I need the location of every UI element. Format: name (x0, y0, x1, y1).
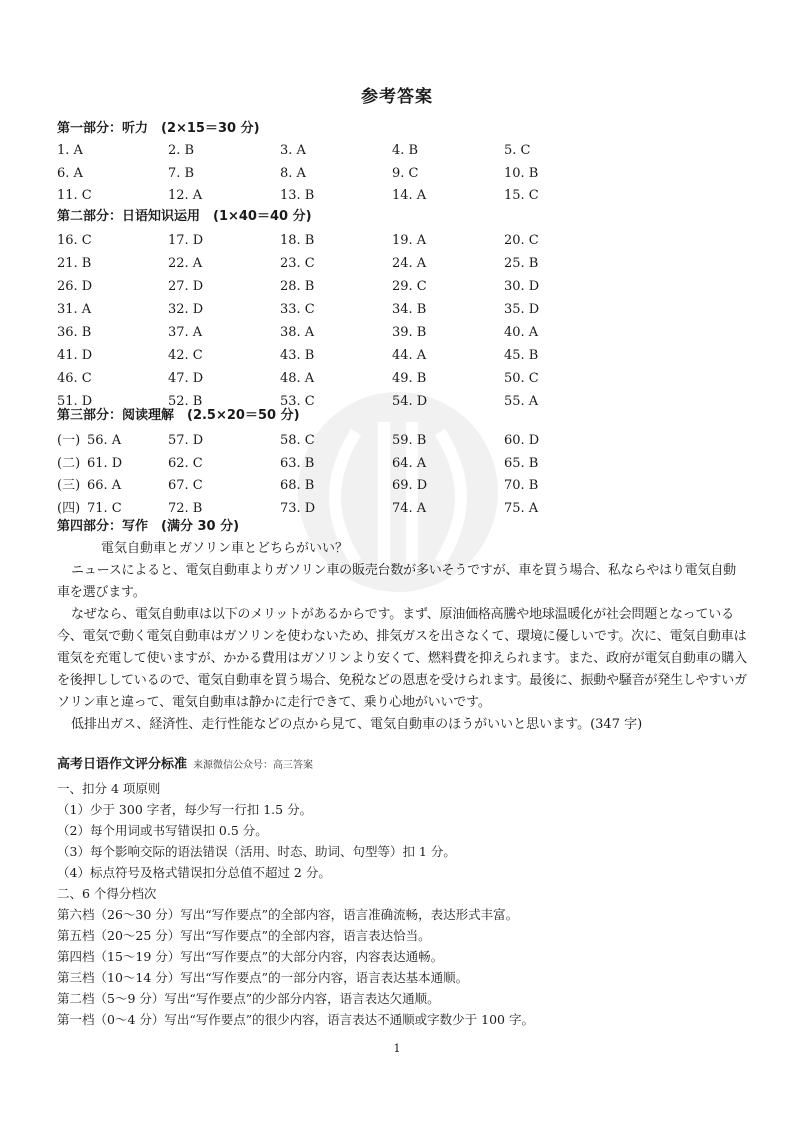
answer-item: 68. B (280, 478, 315, 493)
answer-item: 37. A (168, 325, 203, 340)
passage-label: (三) (57, 478, 81, 493)
answer-item: 29. C (392, 279, 427, 294)
answer-item: 62. C (168, 455, 203, 471)
answer-item: 58. C (280, 433, 315, 448)
answer-row (0, 140, 794, 162)
scoring-standard-header (57, 753, 313, 772)
answer-row (0, 322, 794, 344)
sample-essay (57, 538, 747, 736)
answer-item: 21. B (57, 256, 92, 271)
answer-item: 4. B (392, 143, 419, 158)
answer-item: 11. C (57, 188, 92, 203)
answer-item: 32. D (168, 302, 204, 317)
answer-item: 1. A (57, 143, 83, 158)
answer-item: 43. B (280, 348, 315, 363)
essay-paragraph: ニュースによると、電気自動車よりガソリン車の販売台数が多いそうですが、車を買う場合、私ならやはり電気自動車を選びます。 (57, 563, 736, 600)
answer-item: 74. A (392, 500, 427, 516)
answer-item: 56. A (87, 433, 122, 448)
answer-item: 48. A (280, 371, 315, 386)
answer-item: 42. C (168, 348, 203, 363)
answer-item: 31. A (57, 302, 92, 317)
answer-item: 20. C (504, 233, 539, 248)
answer-item: 8. A (280, 165, 306, 181)
section-heading-writing: 第四部分：写作 (满分 30 分) (57, 519, 240, 534)
standard-line: 第六档（26～30 分）写出“写作要点”的全部内容，语言准确流畅，表达形式丰富。 (57, 907, 519, 922)
answer-item: 35. D (504, 302, 540, 317)
standard-line: 二、6 个得分档次 (57, 886, 157, 901)
answer-item: 33. C (280, 302, 315, 317)
standard-line: （2）每个用词或书写错误扣 0.5 分。 (57, 823, 268, 838)
answer-item: 28. B (280, 279, 315, 294)
answer-item: 47. D (168, 371, 204, 386)
standard-line: （1）少于 300 字者，每少写一行扣 1.5 分。 (57, 802, 313, 817)
essay-paragraph: なぜなら、電気自動車は以下のメリットがあるからです。まず、原油価格高騰や地球温暖化が社会問題となっている今、電気で動く電気自動車はガソリンを使わないため、排気ガスを出さなくて、環境に優しいです。次に、電気自動車は電気を充電して使いますが、かかる費用はガソリンより安くて、燃料費を抑えられます。また、政府が電気自動車の購入を後押ししているので、電気自動車を買う場合、免税などの恩恵を受けられます。最後に、振動や騒音が発生しやすいガソリン車と違って、電気自動車は静かに走行できて、乗り心地がいいです。 (57, 607, 747, 710)
answer-row (0, 498, 794, 520)
standard-line: 第二档（5～9 分）写出“写作要点”的少部分内容，语言表达欠通顺。 (57, 991, 440, 1006)
section-heading-knowledge: 第二部分：日语知识运用 (1×40＝40 分) (57, 209, 312, 224)
passage-label: (二) (57, 455, 81, 471)
standard-line: 第五档（20～25 分）写出“写作要点”的全部内容，语言表达恰当。 (57, 928, 431, 943)
standard-line: 一、扣分 4 项原则 (57, 781, 161, 796)
answer-item: 3. A (280, 143, 306, 158)
answer-row (0, 253, 794, 275)
answer-item: 75. A (504, 500, 539, 516)
answer-row (0, 475, 794, 497)
page-number: 1 (393, 1042, 401, 1055)
answer-row (0, 185, 794, 207)
answer-item: 25. B (504, 256, 539, 271)
answer-item: 15. C (504, 188, 539, 203)
answer-item: 52. B (168, 394, 203, 409)
essay-paragraph: 低排出ガス、経済性、走行性能などの点から見て、電気自動車のほうがいいと思います。(347 字) (71, 717, 643, 732)
answer-item: 17. D (168, 233, 204, 248)
section-heading-reading: 第三部分：阅读理解 (2.5×20＝50 分) (57, 408, 300, 423)
answer-item: 34. B (392, 302, 427, 317)
answer-item: 22. A (168, 256, 203, 271)
answer-item: 59. B (392, 433, 427, 448)
answer-item: 7. B (168, 165, 195, 181)
answer-item: 44. A (392, 348, 427, 363)
answer-row (0, 453, 794, 475)
answer-row (0, 430, 794, 452)
essay-title: 電気自動車とガソリン車とどちらがいい？ (101, 541, 349, 556)
passage-label: (一) (57, 433, 81, 448)
section-heading-listening: 第一部分：听力 (2×15＝30 分) (57, 121, 260, 136)
answer-item: 64. A (392, 455, 427, 471)
answer-item: 49. B (392, 371, 427, 386)
answer-item: 23. C (280, 256, 315, 271)
answer-item: 26. D (57, 279, 93, 294)
answer-item: 63. B (280, 455, 315, 471)
answer-item: 61. D (87, 455, 123, 471)
answer-item: 18. B (280, 233, 315, 248)
passage-label: (四) (57, 500, 81, 516)
source-note: 来源微信公众号：高三答案 (193, 760, 314, 771)
answer-row (0, 230, 794, 252)
answer-item: 65. B (504, 455, 539, 471)
answer-item: 12. A (168, 188, 203, 203)
answer-item: 57. D (168, 433, 204, 448)
answer-item: 38. A (280, 325, 315, 340)
answer-item: 39. B (392, 325, 427, 340)
answer-item: 13. B (280, 188, 315, 203)
answer-item: 51. D (57, 394, 93, 409)
standard-line: 第一档（0～4 分）写出“写作要点”的很少内容，语言表达不通顺或字数少于 100 字。 (57, 1012, 534, 1027)
answer-item: 16. C (57, 233, 92, 248)
answer-item: 71. C (87, 500, 122, 516)
answer-item: 30. D (504, 279, 540, 294)
answer-item: 41. D (57, 348, 93, 363)
answer-item: 24. A (392, 256, 427, 271)
answer-item: 10. B (504, 165, 539, 181)
answer-item: 53. C (280, 394, 315, 409)
answer-row (0, 368, 794, 390)
answer-item: 69. D (392, 478, 428, 493)
answer-item: 70. B (504, 478, 539, 493)
answer-item: 55. A (504, 394, 539, 409)
answer-item: 27. D (168, 279, 204, 294)
standard-line: 第三档（10～14 分）写出“写作要点”的一部分内容，语言表达基本通顺。 (57, 970, 469, 985)
standard-line: （3）每个影响交际的语法错误（活用、时态、助词、句型等）扣 1 分。 (57, 844, 456, 859)
scoring-standard-list (57, 778, 757, 1030)
scoring-standard-title: 高考日语作文评分标准 (57, 757, 188, 772)
answer-item: 6. A (57, 165, 83, 181)
answer-item: 66. A (87, 478, 122, 493)
answer-item: 67. C (168, 478, 203, 493)
standard-line: 第四档（15～19 分）写出“写作要点”的大部分内容，内容表达通畅。 (57, 949, 444, 964)
answer-item: 46. C (57, 371, 92, 386)
answer-item: 72. B (168, 500, 203, 516)
answer-item: 14. A (392, 188, 427, 203)
answer-item: 54. D (392, 394, 428, 409)
answer-item: 2. B (168, 143, 195, 158)
answer-item: 19. A (392, 233, 427, 248)
answer-row (0, 299, 794, 321)
answer-item: 40. A (504, 325, 539, 340)
answer-item: 5. C (504, 143, 531, 158)
page-title: 参考答案 (361, 87, 433, 107)
answer-row (0, 276, 794, 298)
answer-item: 73. D (280, 500, 316, 516)
answer-item: 45. B (504, 348, 539, 363)
answer-item: 9. C (392, 165, 419, 181)
answer-item: 36. B (57, 325, 92, 340)
answer-item: 60. D (504, 433, 540, 448)
answer-item: 50. C (504, 371, 539, 386)
standard-line: （4）标点符号及格式错误扣分总值不超过 2 分。 (57, 865, 331, 880)
answer-row (0, 345, 794, 367)
answer-row (0, 163, 794, 185)
